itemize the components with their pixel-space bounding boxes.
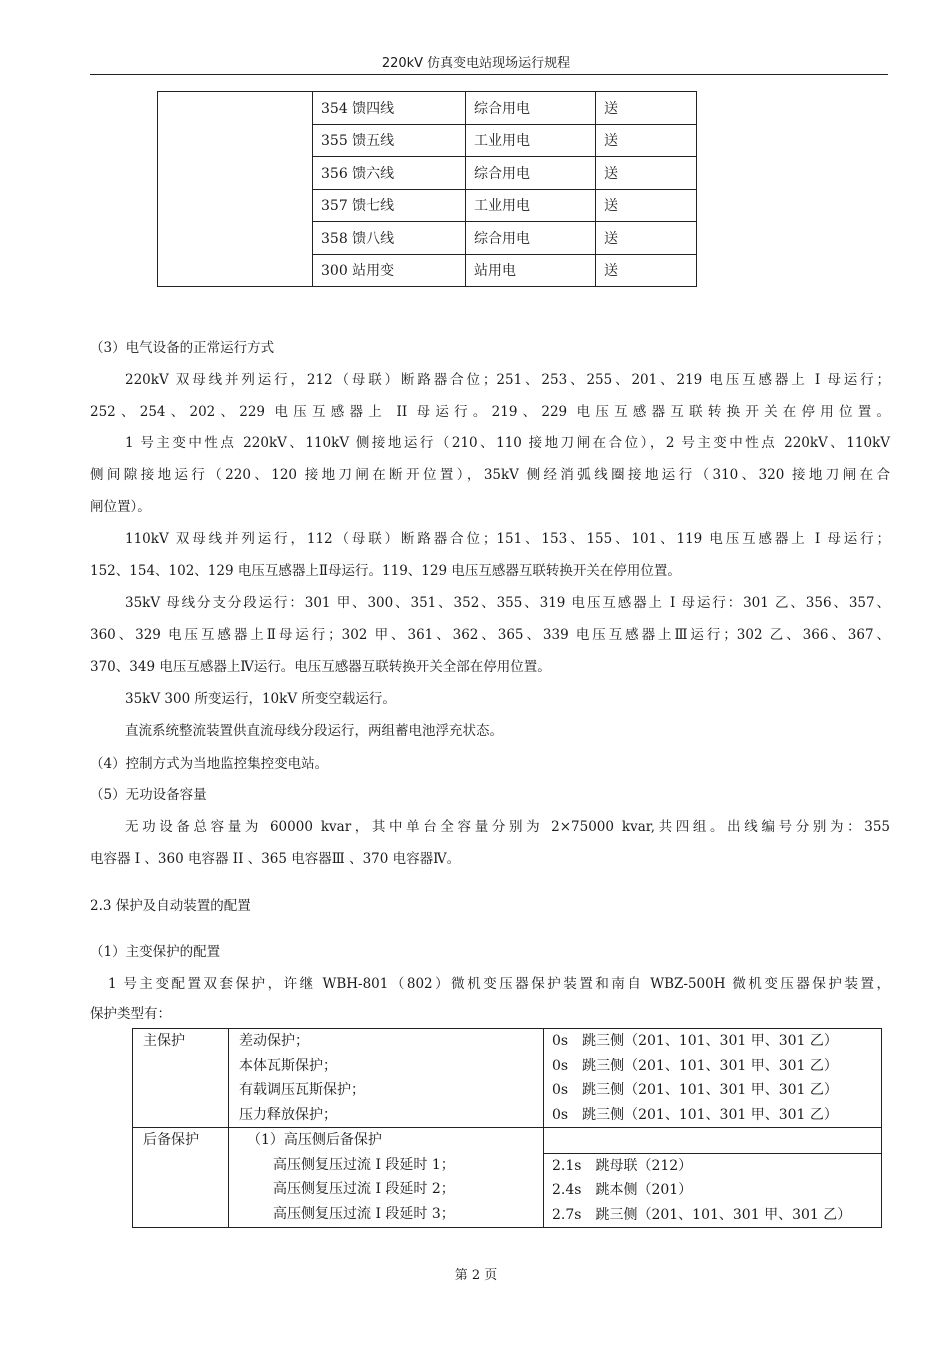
paragraph-line: 1 号主变配置双套保护，许继 WBH-801（802）微机变压器保护装置和南自 WBZ-500H 微机变压器保护装置，	[108, 976, 890, 992]
trip-action: 2.1s 跳母联（212）	[544, 1153, 881, 1179]
table-row	[133, 1128, 882, 1228]
protection-type: 本体瓦斯保护；	[239, 1057, 337, 1074]
paragraph-line: 保护类型有：	[90, 1006, 171, 1022]
trip-action: 0s 跳三侧（201、101、301 甲、301 乙）	[552, 1106, 838, 1123]
feeder-usage: 综合用电	[466, 157, 596, 190]
feeder-direction: 送	[596, 124, 697, 157]
section-heading: 2.3 保护及自动装置的配置	[90, 898, 251, 914]
trip-action-cell	[544, 1128, 882, 1228]
protection-type: 高压侧复压过流 I 段延时 2；	[273, 1181, 455, 1197]
merged-empty-cell	[158, 92, 313, 287]
protection-type-cell	[229, 1029, 544, 1128]
protection-type: 差动保护；	[239, 1033, 309, 1049]
paragraph-line: 110kV 双母线并列运行，112（母联）断路器合位；151、153、155、101、119 电压互感器上 I 母运行；	[125, 531, 890, 547]
feeder-name: 357 馈七线	[313, 189, 466, 222]
paragraph-line: 电容器 I 、360 电容器 II 、365 电容器Ⅲ 、370 电容器Ⅳ。	[90, 851, 461, 867]
trip-action: 0s 跳三侧（201、101、301 甲、301 乙）	[552, 1057, 838, 1074]
trip-action: 2.7s 跳三侧（201、101、301 甲、301 乙）	[552, 1206, 852, 1223]
protection-table	[132, 1028, 882, 1228]
paragraph-line: 360、329 电压互感器上Ⅱ母运行；302 甲、361、362、365、339 电压互感器上Ⅲ运行；302 乙、366、367、	[90, 627, 890, 643]
feeder-usage: 综合用电	[466, 92, 596, 125]
paragraph-line: 35kV 300 所变运行，10kV 所变空载运行。	[125, 691, 396, 707]
paragraph-line: 无功设备总容量为 60000 kvar，其中单台全容量分别为 2×75000 kvar,共四组。出线编号分别为：355	[125, 819, 890, 835]
feeder-usage: 工业用电	[466, 124, 596, 157]
category-cell	[133, 1029, 229, 1128]
feeder-name: 358 馈八线	[313, 222, 466, 255]
protection-type: 有载调压瓦斯保护；	[239, 1082, 365, 1098]
trip-action-cell	[544, 1029, 882, 1128]
trip-action: 0s 跳三侧（201、101、301 甲、301 乙）	[552, 1033, 838, 1049]
section-heading: （3）电气设备的正常运行方式	[90, 340, 275, 356]
paragraph-line: 1 号主变中性点 220kV、110kV 侧接地运行（210、110 接地刀闸在合位），2 号主变中性点 220kV、110kV	[125, 435, 890, 451]
table-row	[133, 1029, 882, 1128]
feeder-name: 355 馈五线	[313, 124, 466, 157]
protection-type-cell	[229, 1128, 544, 1228]
protection-type: 压力释放保护；	[239, 1106, 337, 1123]
paragraph-line: 侧间隙接地运行（220、120 接地刀闸在断开位置），35kV 侧经消弧线圈接地运行（310、320 接地刀闸在合	[90, 467, 890, 483]
trip-action: 2.4s 跳本侧（201）	[552, 1182, 693, 1198]
protection-type: 高压侧复压过流 I 段延时 3；	[273, 1205, 455, 1222]
trip-action: 0s 跳三侧（201、101、301 甲、301 乙）	[552, 1082, 838, 1098]
protection-type: 高压侧复压过流 I 段延时 1；	[273, 1156, 455, 1173]
category-label: 后备保护	[143, 1132, 199, 1148]
page-number: 第 2 页	[454, 1268, 498, 1283]
paragraph-line: 220kV 双母线并列运行，212（母联）断路器合位；251、253、255、201、219 电压互感器上 I 母运行；	[125, 372, 890, 388]
feeder-name: 300 站用变	[313, 254, 466, 287]
paragraph-line: 152、154、102、129 电压互感器上Ⅱ母运行。119、129 电压互感器互联转换开关在停用位置。	[90, 563, 681, 579]
section-heading: （4）控制方式为当地监控集控变电站。	[90, 756, 329, 772]
subsection-heading: （1）高压侧后备保护	[247, 1132, 382, 1148]
section-heading: （5）无功设备容量	[90, 787, 207, 803]
feeder-table	[157, 91, 697, 287]
paragraph-line: 35kV 母线分支分段运行：301 甲、300、351、352、355、319 电压互感器上 I 母运行：301 乙、356、357、	[125, 595, 890, 611]
feeder-usage: 站用电	[466, 254, 596, 287]
feeder-direction: 送	[596, 92, 697, 125]
paragraph-line: 直流系统整流装置供直流母线分段运行，两组蓄电池浮充状态。	[125, 723, 503, 739]
feeder-name: 356 馈六线	[313, 157, 466, 190]
feeder-direction: 送	[596, 157, 697, 190]
feeder-direction: 送	[596, 222, 697, 255]
feeder-usage: 综合用电	[466, 222, 596, 255]
category-label: 主保护	[143, 1033, 185, 1049]
feeder-name: 354 馈四线	[313, 92, 466, 125]
header-divider	[90, 74, 888, 75]
page-header-title: 220kV 仿真变电站现场运行规程	[381, 56, 571, 71]
trip-action-empty	[544, 1128, 881, 1153]
feeder-direction: 送	[596, 254, 697, 287]
feeder-direction: 送	[596, 189, 697, 222]
paragraph-line: 闸位置）。	[90, 499, 151, 515]
paragraph-line: 252、254、202、229 电压互感器上 II 母运行。219、229 电压互感器互联转换开关在停用位置。	[90, 404, 890, 420]
category-cell	[133, 1128, 229, 1228]
feeder-usage: 工业用电	[466, 189, 596, 222]
table-row	[158, 92, 697, 125]
paragraph-line: 370、349 电压互感器上Ⅳ运行。电压互感器互联转换开关全部在停用位置。	[90, 659, 551, 675]
section-heading: （1）主变保护的配置	[90, 944, 221, 960]
